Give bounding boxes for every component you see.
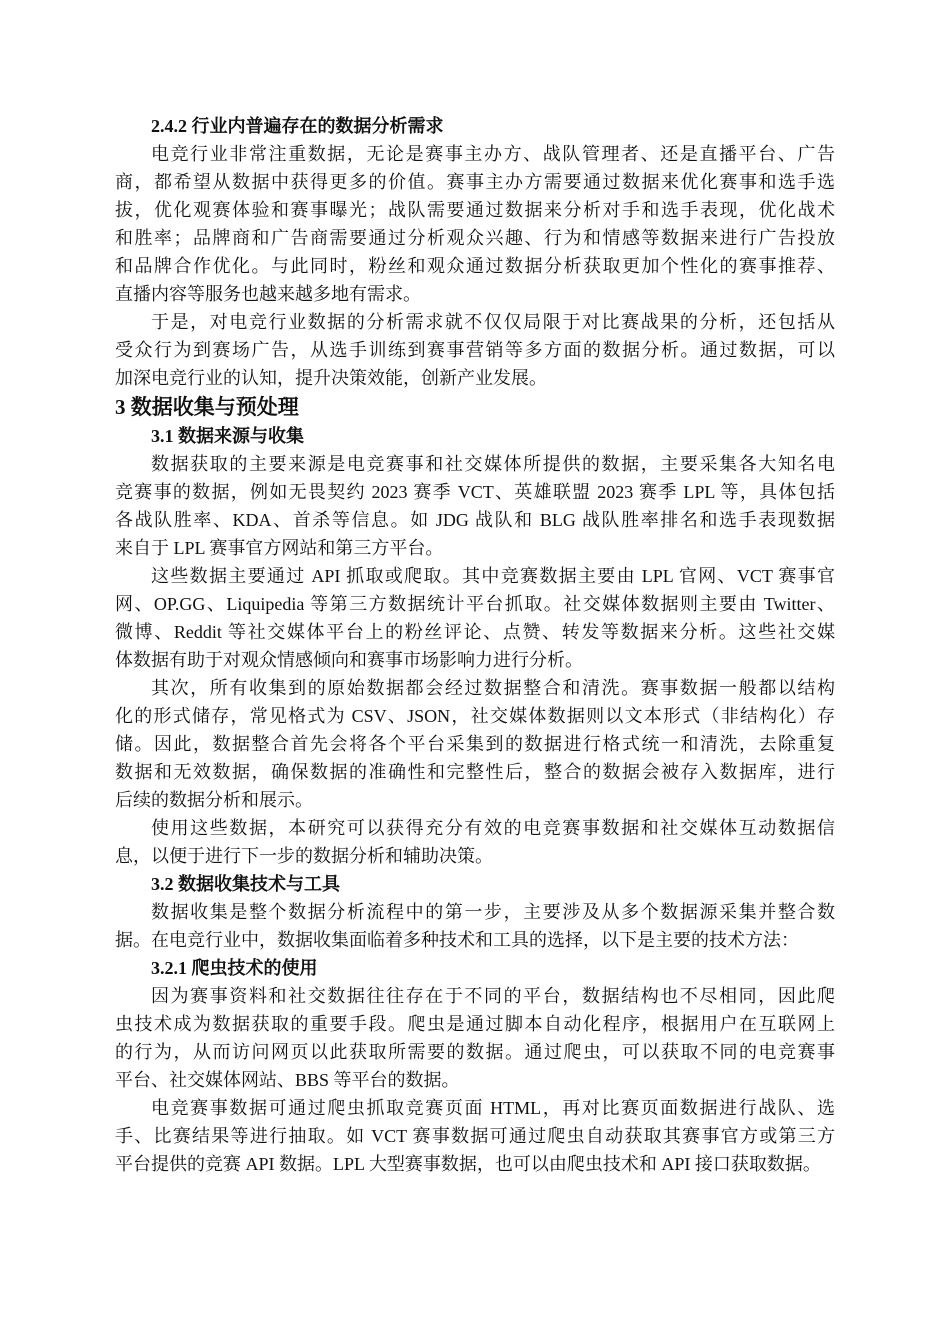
text-line: 加深电竞行业的认知，提升决策效能，创新产业发展。	[115, 368, 547, 388]
text-line: 直播内容等服务也越来越多地有需求。	[115, 284, 421, 304]
text-line: 和胜率；品牌商和广告商需要通过分析观众兴趣、行为和情感等数据来进行广告投放	[115, 228, 835, 248]
text-line: 平台提供的竞赛 API 数据。LPL 大型赛事数据，也可以由爬虫技术和 API 接口获取数据。	[115, 1154, 821, 1174]
text-line: 体数据有助于对观众情感倾向和赛事市场影响力进行分析。	[115, 650, 583, 670]
paragraph	[115, 140, 835, 308]
text-line: 各战队胜率、KDA、首杀等信息。如 JDG 战队和 BLG 战队胜率排名和选手表现数据	[115, 510, 835, 530]
text-line: 电竞赛事数据可通过爬虫抓取竞赛页面 HTML，再对比赛页面数据进行战队、选	[151, 1098, 835, 1118]
text-line: 来自于 LPL 赛事官方网站和第三方平台。	[115, 538, 444, 558]
text-line: 化的形式储存，常见格式为 CSV、JSON，社交媒体数据则以文本形式（非结构化）存	[115, 706, 835, 726]
text-line: 后续的数据分析和展示。	[115, 790, 313, 810]
text-line: 微博、Reddit 等社交媒体平台上的粉丝评论、点赞、转发等数据来分析。这些社交媒	[115, 622, 835, 642]
text-line: 的行为，从而访问网页以此获取所需要的数据。通过爬虫，可以获取不同的电竞赛事	[115, 1042, 835, 1062]
paragraph	[115, 814, 835, 870]
text-line: 数据获取的主要来源是电竞赛事和社交媒体所提供的数据，主要采集各大知名电	[151, 454, 835, 474]
text-line: 商，都希望从数据中获得更多的价值。赛事主办方需要通过数据来优化赛事和选手选	[115, 172, 835, 192]
subsection-heading: 2.4.2 行业内普遍存在的数据分析需求	[151, 116, 444, 136]
text-line: 因为赛事资料和社交数据往往存在于不同的平台，数据结构也不尽相同，因此爬	[151, 986, 835, 1006]
paragraph	[115, 308, 835, 392]
text-line: 竞赛事的数据，例如无畏契约 2023 赛季 VCT、英雄联盟 2023 赛季 LPL 等，具体包括	[115, 482, 835, 502]
text-line: 其次，所有收集到的原始数据都会经过数据整合和清洗。赛事数据一般都以结构	[151, 678, 835, 698]
text-line: 于是，对电竞行业数据的分析需求就不仅仅局限于对比赛战果的分析，还包括从	[151, 312, 835, 332]
paragraph	[115, 674, 835, 814]
paragraph	[115, 562, 835, 674]
paragraph	[115, 1094, 835, 1178]
text-line: 储。因此，数据整合首先会将各个平台采集到的数据进行格式统一和清洗，去除重复	[115, 734, 835, 754]
subsection-heading: 3.2 数据收集技术与工具	[151, 874, 340, 894]
text-line: 网、OP.GG、Liquipedia 等第三方数据统计平台抓取。社交媒体数据则主要由 Twitter、	[115, 594, 835, 614]
section-heading: 3 数据收集与预处理	[115, 395, 299, 419]
text-line: 拔，优化观赛体验和赛事曝光；战队需要通过数据来分析对手和选手表现，优化战术	[115, 200, 835, 220]
document-page	[115, 112, 835, 1178]
text-line: 息，以便于进行下一步的数据分析和辅助决策。	[115, 846, 493, 866]
paragraph	[115, 450, 835, 562]
text-line: 据。在电竞行业中，数据收集面临着多种技术和工具的选择，以下是主要的技术方法：	[115, 930, 799, 950]
subsection-heading: 3.2.1 爬虫技术的使用	[151, 958, 318, 978]
text-line: 受众行为到赛场广告，从选手训练到赛事营销等多方面的数据分析。通过数据，可以	[115, 340, 835, 360]
subsection-heading: 3.1 数据来源与收集	[151, 426, 304, 446]
text-line: 和品牌合作优化。与此同时，粉丝和观众通过数据分析获取更加个性化的赛事推荐、	[115, 256, 835, 276]
text-line: 这些数据主要通过 API 抓取或爬取。其中竞赛数据主要由 LPL 官网、VCT 赛事官	[151, 566, 835, 586]
paragraph	[115, 898, 835, 954]
text-line: 使用这些数据，本研究可以获得充分有效的电竞赛事数据和社交媒体互动数据信	[151, 818, 835, 838]
text-line: 数据和无效数据，确保数据的准确性和完整性后，整合的数据会被存入数据库，进行	[115, 762, 835, 782]
text-line: 平台、社交媒体网站、BBS 等平台的数据。	[115, 1070, 460, 1090]
text-line: 手、比赛结果等进行抽取。如 VCT 赛事数据可通过爬虫自动获取其赛事官方或第三方	[115, 1126, 835, 1146]
paragraph	[115, 982, 835, 1094]
text-line: 数据收集是整个数据分析流程中的第一步，主要涉及从多个数据源采集并整合数	[151, 902, 835, 922]
text-line: 虫技术成为数据获取的重要手段。爬虫是通过脚本自动化程序，根据用户在互联网上	[115, 1014, 835, 1034]
text-line: 电竞行业非常注重数据，无论是赛事主办方、战队管理者、还是直播平台、广告	[151, 144, 835, 164]
